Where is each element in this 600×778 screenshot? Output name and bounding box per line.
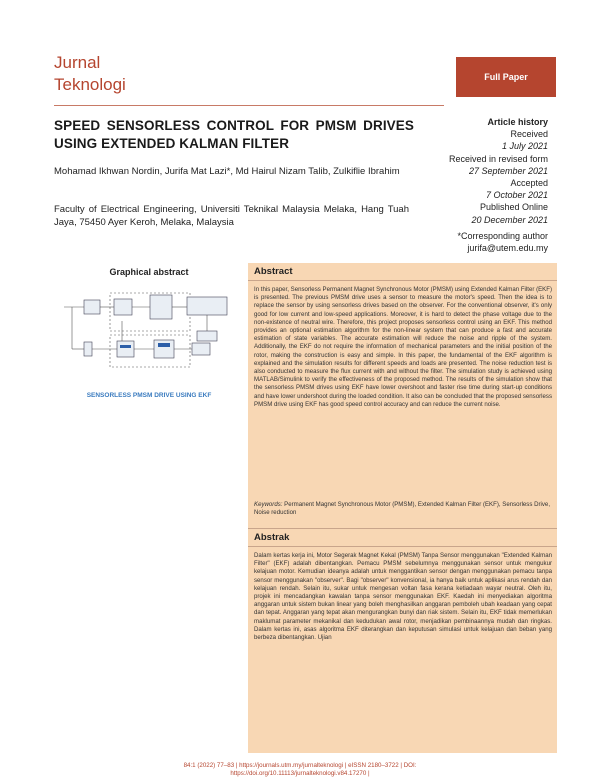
received-label: Received: [510, 129, 548, 140]
full-paper-badge: Full Paper: [456, 57, 556, 97]
author-list: Mohamad Ikhwan Nordin, Jurifa Mat Lazi*, Md Hairul Nizam Talib, Zulkiflie Ibrahim: [54, 166, 400, 177]
corresponding-label: *Corresponding author: [457, 231, 548, 241]
pmsm-block: [187, 297, 227, 315]
journal-name-line1: Jurnal: [54, 53, 101, 72]
ekf-highlight: [120, 345, 131, 348]
inverter-block: [150, 295, 172, 319]
corresponding-email[interactable]: jurifa@utem.edu.my: [467, 243, 548, 254]
transform-block: [114, 299, 132, 315]
pi-controller-block: [84, 300, 100, 314]
graphical-abstract-caption: SENSORLESS PMSM DRIVE USING EKF: [86, 392, 212, 399]
footer-citation: 84:1 (2022) 77–83 | https://journals.utm.my/jurnalteknologi | eISSN 2180–3722 | DOI:: [183, 762, 417, 769]
accepted-date: 7 October 2021: [485, 190, 548, 201]
header-divider: [54, 105, 444, 106]
estimator-highlight: [158, 343, 170, 347]
summing-block: [84, 342, 92, 356]
keywords: [254, 501, 552, 517]
published-date: 20 December 2021: [471, 214, 548, 225]
abstrak-heading: Abstrak: [254, 532, 290, 543]
accepted-label: Accepted: [510, 178, 548, 189]
estimator-block: [154, 340, 174, 358]
block-diagram-figure: [62, 285, 234, 373]
article-history: [368, 116, 548, 226]
received-date: 1 July 2021: [501, 141, 548, 152]
published-label: Published Online: [479, 202, 548, 213]
abstrak-text: Dalam kertas kerja ini, Motor Segerak Magnet Kekal (PMSM) Tanpa Sensor menggunakan "Extended Kalman Filter" (EKF) adalah dibentangkan. Pemacu PMSM sebelumnya menggunakan sensor untuk mengukur kelajuan motor. Kemudian ideanya adalah untuk menggantikan sensor dengan menggunakan pemacu tanpa sensor menggunakan "observer". Bagi "observer" konvensional, ia hanya baik untuk aplikasi arus rendah dan kelajuan rendah. Selain itu, sukar untuk mengesan voltan fasa kerana ketiadaan wayar neutral. Oleh itu, projek ini mencadangkan kawalan tanpa sensor menggunakan EKF. Kaedah ini menyediakan algoritma anggaran untuk sistem bukan linear yang boleh menghasilkan anggaran pemboleh ubah keadaan yang cepat dan tepat. Anggaran yang tepat akan mengurangkan bunyi dan riak sistem. Selain itu, EKF tidak memerlukan maklumat parameter mekanikal dan kedudukan awal rotor, menjadikan pembinaannya mudah dan ringkas. Dalam kertas ini, asas algoritma EKF diterangkan dan keputusan simulasi untuk kelajuan dan beban yang berbeza dibentangkan. Ujian: [254, 552, 552, 642]
affiliation: Faculty of Electrical Engineering, Universiti Teknikal Malaysia Melaka, Hang Tuah Jaya, 75450 Ayer Keroh, Melaka, Malaysia: [54, 204, 409, 228]
abstract-text: In this paper, Sensorless Permanent Magnet Synchronous Motor (PMSM) using Extended Kalman Filter (EKF) is presented. The previous PMSM drive uses a sensor to measure the motor's speed. Then the idea is to replace the sensor by using sensorless drives based on the observer. For the conventional observer, it's only good for low current and low-speed applications. Moreover, it is hard to detect the phase voltage due to the non-existence of neutral wire. Therefore, this project proposes sensorless control using an EKF. This method provides an optional estimation algorithm for the non-linear system that can produce a fast and accurate estimation of state variables. The accurate estimation will reduce the noise and ripple of the system. Additionally, the EKF do not require the information of mechanical parameters and the initial position of the rotor, making the construction is easy and simple. In this paper, the fundamental of the EKF algorithm is explained and the simulation results for different speeds and loads are presented. The noise reduction test is also conducted to measure the flux current with and without the filter. The simulation study is achieved using MATLAB/Simulink to verify the effectiveness of the proposed method. The results of the simulation show that the sensorless PMSM drives using EKF have lower overshoot and faster rise time during start-up conditions and have lower undershoot during the loaded condition. It also can be concluded that the proposed sensorless PMSM drive using EKF has good speed control accuracy and can reduce the current noise.: [254, 286, 552, 408]
measurement-block: [197, 331, 217, 341]
graphical-abstract-heading: Graphical abstract: [109, 267, 189, 277]
history-heading: Article history: [487, 117, 548, 127]
journal-name-line2: Teknologi: [54, 75, 126, 94]
revised-label: Received in revised form: [448, 153, 548, 164]
journal-logo: [54, 52, 126, 96]
paper-title: SPEED SENSORLESS CONTROL FOR PMSM DRIVES USING EXTENDED KALMAN FILTER: [54, 118, 414, 151]
abstrak-divider: [248, 546, 557, 547]
revised-date: 27 September 2021: [468, 165, 548, 176]
ekf-block: [117, 341, 134, 357]
scope-block: [192, 343, 210, 355]
corresponding-author: [368, 230, 548, 254]
keywords-label: Keywords:: [254, 501, 283, 508]
keywords-text: Permanent Magnet Synchronous Motor (PMSM), Extended Kalman Filter (EKF), Sensorless Drive, Noise reduction: [254, 501, 551, 517]
abstract-divider: [248, 280, 557, 281]
footer-doi[interactable]: https://doi.org/10.11113/jurnalteknologi.v84.17270 |: [230, 770, 370, 777]
abstrak-top-divider: [248, 528, 557, 529]
abstract-heading: Abstract: [254, 266, 293, 277]
